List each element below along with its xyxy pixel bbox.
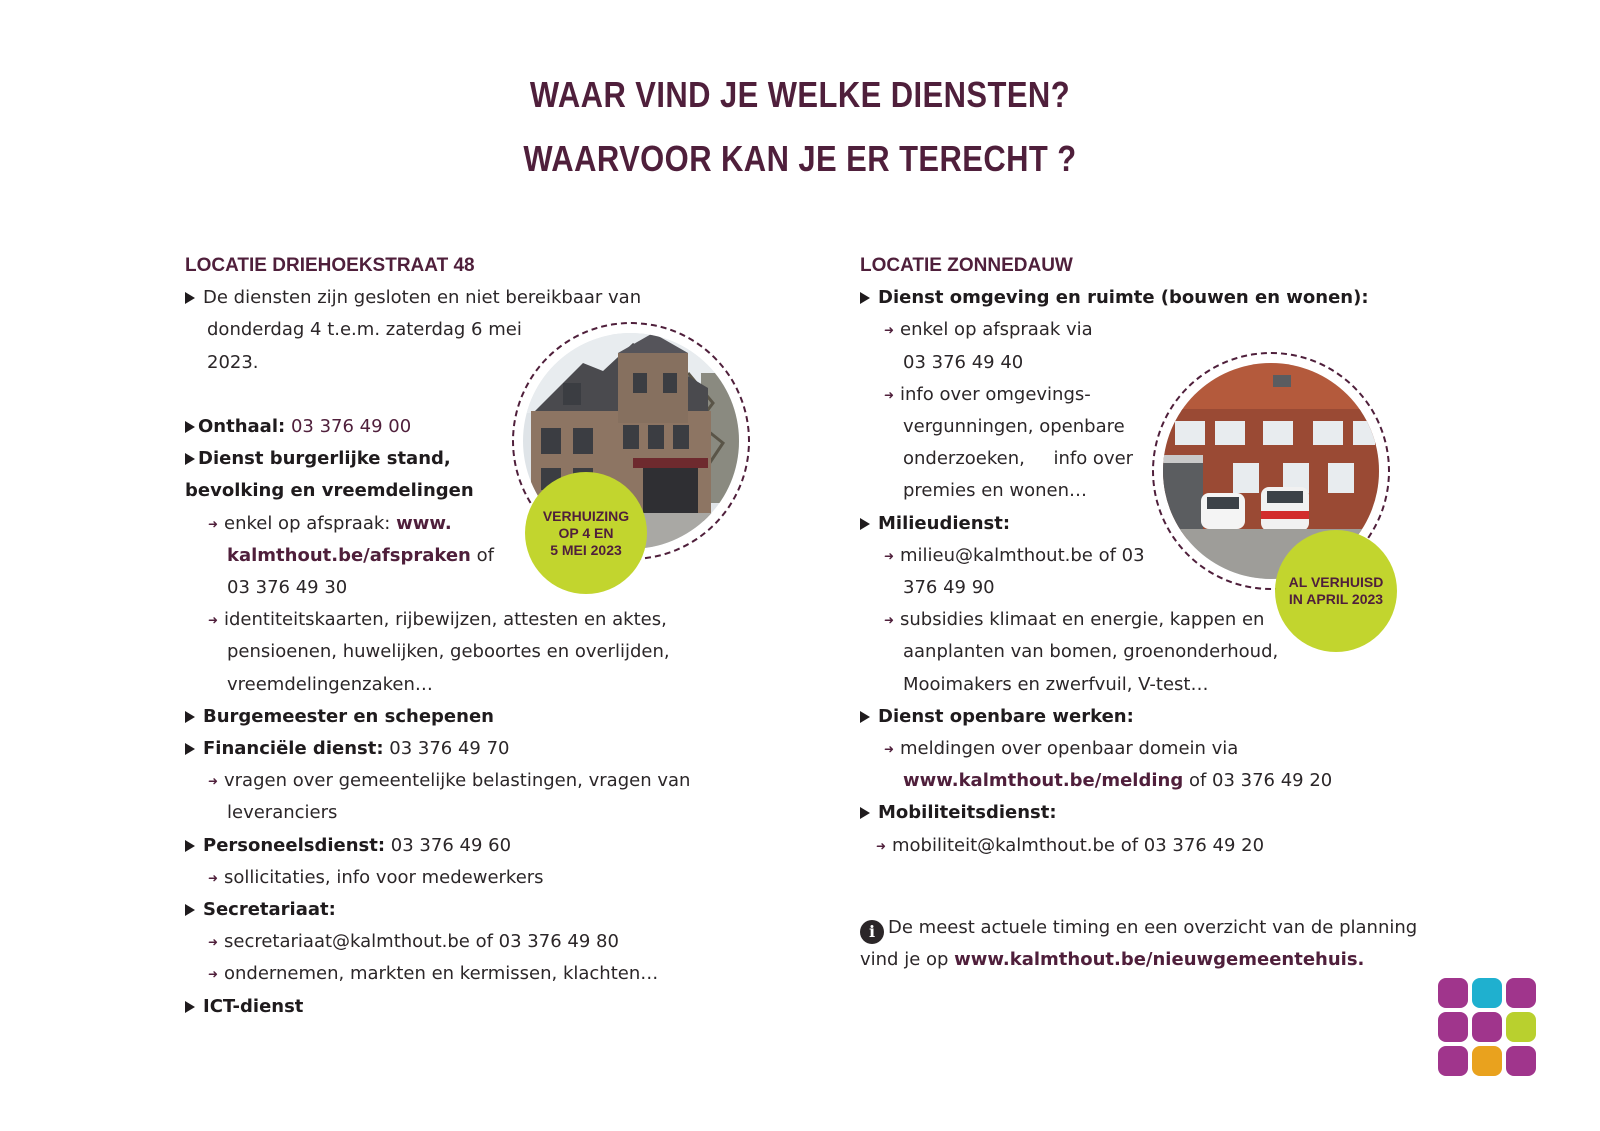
milieu-email[interactable]: milieu@kalmthout.be of 03 (900, 544, 1145, 566)
omgeving-sub-2-line-2: vergunningen, openbare (903, 416, 1125, 438)
openbare-sub-line-2 (860, 765, 1420, 797)
afspraak-text: enkel op afspraak: (224, 512, 397, 534)
triangle-bullet-icon (860, 711, 870, 723)
secretariaat-sub-2 (185, 958, 825, 990)
afspraken-link-part-1[interactable]: www. (396, 512, 452, 534)
arrow-right-icon: ➜ (884, 387, 895, 402)
secretariaat-item (185, 894, 825, 926)
note-line-2 (860, 944, 1420, 976)
logo-square (1438, 978, 1468, 1008)
kalmthout-logo (1438, 978, 1536, 1076)
secretariaat-label: Secretariaat: (203, 899, 336, 921)
info-note (860, 912, 1420, 976)
triangle-bullet-icon (185, 743, 195, 755)
omgeving-label: Dienst omgeving en ruimte (bouwen en wonen): (878, 287, 1369, 309)
burgerlijke-sub-1 (185, 508, 825, 540)
triangle-bullet-icon (185, 292, 195, 304)
move-date-badge-right (1275, 530, 1397, 652)
burgerlijke-sub-2 (185, 604, 825, 636)
omgeving-sub-2-line-4: premies en wonen… (903, 480, 1088, 502)
logo-square (1472, 1012, 1502, 1042)
badge-left-line-2: OP 4 EN (558, 524, 614, 541)
financiele-sub-line-1: vragen over gemeentelijke belastingen, vragen van (224, 770, 691, 792)
burgerlijke-label-2: bevolking en vreemdelingen (185, 480, 474, 502)
left-column (185, 250, 825, 1023)
triangle-bullet-icon (185, 711, 195, 723)
badge-left-line-3: 5 MEI 2023 (550, 541, 622, 558)
arrow-right-icon: ➜ (208, 870, 219, 885)
omgeving-sub-2-line-1: info over omgevings- (900, 383, 1091, 405)
triangle-bullet-icon (185, 453, 195, 465)
secretariaat-sub-2-text: ondernemen, markten en kermissen, klachten… (224, 963, 659, 985)
financiele-phone: 03 376 49 70 (383, 738, 510, 760)
burgerlijke-sub-2-line-1: identiteitskaarten, rijbewijzen, attesten en aktes, (224, 609, 667, 631)
arrow-right-icon: ➜ (208, 613, 219, 628)
openbare-label: Dienst openbare werken: (878, 705, 1134, 727)
omgeving-phone: 03 376 49 40 (903, 351, 1024, 373)
milieu-sub-2-line-1: subsidies klimaat en energie, kappen en (900, 609, 1265, 631)
closed-line-3: 2023. (207, 351, 259, 373)
badge-left-line-1: VERHUIZING (542, 507, 630, 524)
financiele-label: Financiële dienst: (203, 738, 384, 760)
closed-line-1: De diensten zijn gesloten en niet bereikbaar van (203, 287, 642, 309)
personeel-sub-text: sollicitaties, info voor medewerkers (224, 866, 544, 888)
melding-phone: of 03 376 49 20 (1183, 770, 1333, 792)
afspraken-link-part-2[interactable]: kalmthout.be/afspraken (227, 544, 471, 566)
nieuwgemeentehuis-link[interactable]: www.kalmthout.be/nieuwgemeentehuis. (954, 949, 1365, 971)
logo-square (1472, 1046, 1502, 1076)
triangle-bullet-icon (860, 518, 870, 530)
financiele-sub (185, 765, 825, 797)
burgemeester-item (185, 701, 825, 733)
financiele-item (185, 733, 825, 765)
triangle-bullet-icon (185, 421, 195, 433)
logo-square (1472, 978, 1502, 1008)
burgerlijke-sub-2-line-2: pensioenen, huwelijken, geboortes en overlijden, (227, 641, 670, 663)
arrow-right-icon: ➜ (884, 742, 895, 757)
logo-square (1438, 1012, 1468, 1042)
financiele-sub-line-2: leveranciers (227, 802, 338, 824)
arrow-right-icon: ➜ (884, 323, 895, 338)
left-heading: LOCATIE DRIEHOEKSTRAAT 48 (185, 255, 475, 276)
info-icon: i (860, 920, 884, 944)
afspraak-of: of (470, 544, 494, 566)
note-line-1-text: De meest actuele timing en een overzicht van de planning (888, 917, 1418, 938)
badge-right-line-2: IN APRIL 2023 (1288, 591, 1384, 607)
arrow-right-icon: ➜ (884, 548, 895, 563)
move-date-badge-left (525, 472, 647, 594)
page-title-line-1: WAAR VIND JE WELKE DIENSTEN? (529, 74, 1071, 115)
openbare-sub (860, 733, 1420, 765)
arrow-right-icon: ➜ (884, 613, 895, 628)
page-title-line-2: WAARVOOR KAN JE ER TERECHT ? (523, 138, 1077, 179)
milieu-sub-2-line-3: Mooimakers en zwerfvuil, V-test… (903, 673, 1209, 695)
burgerlijke-label-1: Dienst burgerlijke stand, (198, 448, 451, 470)
logo-square (1506, 1046, 1536, 1076)
note-line-2-text: vind je op (860, 949, 955, 971)
triangle-bullet-icon (860, 292, 870, 304)
triangle-bullet-icon (185, 1001, 195, 1013)
arrow-right-icon: ➜ (876, 838, 887, 853)
arrow-right-icon: ➜ (208, 774, 219, 789)
omgeving-sub-2-line-3: onderzoeken, info over (903, 448, 1134, 470)
personeel-phone: 03 376 49 60 (385, 834, 512, 856)
badge-right-line-1: AL VERHUISD (1288, 574, 1384, 590)
secretariaat-sub-1 (185, 926, 825, 958)
logo-square (1506, 978, 1536, 1008)
afspraak-phone: 03 376 49 30 (227, 577, 348, 599)
personeel-sub (185, 862, 825, 894)
arrow-right-icon: ➜ (208, 516, 219, 531)
ict-label: ICT-dienst (203, 995, 304, 1017)
logo-square (1438, 1046, 1468, 1076)
triangle-bullet-icon (860, 807, 870, 819)
burgerlijke-sub-2-line-3: vreemdelingenzaken… (227, 673, 433, 695)
omgeving-sub-1 (860, 314, 1420, 346)
mobiliteit-label: Mobiliteitsdienst: (878, 802, 1057, 824)
triangle-bullet-icon (185, 904, 195, 916)
closed-line-2: donderdag 4 t.e.m. zaterdag 6 mei (207, 319, 522, 341)
milieu-phone: 376 49 90 (903, 577, 995, 599)
milieu-label: Milieudienst: (878, 512, 1011, 534)
burgemeester-label: Burgemeester en schepenen (203, 705, 494, 727)
openbare-item (860, 701, 1420, 733)
arrow-right-icon: ➜ (208, 935, 219, 950)
mobiliteit-item (860, 797, 1420, 829)
melding-link[interactable]: www.kalmthout.be/melding (903, 770, 1184, 792)
closed-notice (185, 282, 825, 314)
right-heading: LOCATIE ZONNEDAUW (860, 255, 1073, 276)
onthaal-label: Onthaal: (198, 416, 286, 438)
omgeving-sub-1-line-1: enkel op afspraak via (900, 319, 1093, 341)
secretariaat-email[interactable]: secretariaat@kalmthout.be of 03 376 49 80 (224, 931, 619, 953)
omgeving-item (860, 282, 1420, 314)
logo-square (1506, 1012, 1536, 1042)
triangle-bullet-icon (185, 840, 195, 852)
mobiliteit-sub (860, 830, 1420, 862)
ict-item (185, 991, 825, 1023)
mobiliteit-email[interactable]: mobiliteit@kalmthout.be of 03 376 49 20 (892, 834, 1265, 856)
milieu-sub-2-line-2: aanplanten van bomen, groenonderhoud, (903, 641, 1279, 663)
personeel-item (185, 830, 825, 862)
openbare-sub-line-1: meldingen over openbaar domein via (900, 738, 1239, 760)
onthaal-phone: 03 376 49 00 (290, 416, 412, 438)
note-line-1 (860, 912, 1420, 944)
personeel-label: Personeelsdienst: (203, 834, 386, 856)
arrow-right-icon: ➜ (208, 967, 219, 982)
burgerlijke-sub-1-cont (185, 540, 825, 572)
